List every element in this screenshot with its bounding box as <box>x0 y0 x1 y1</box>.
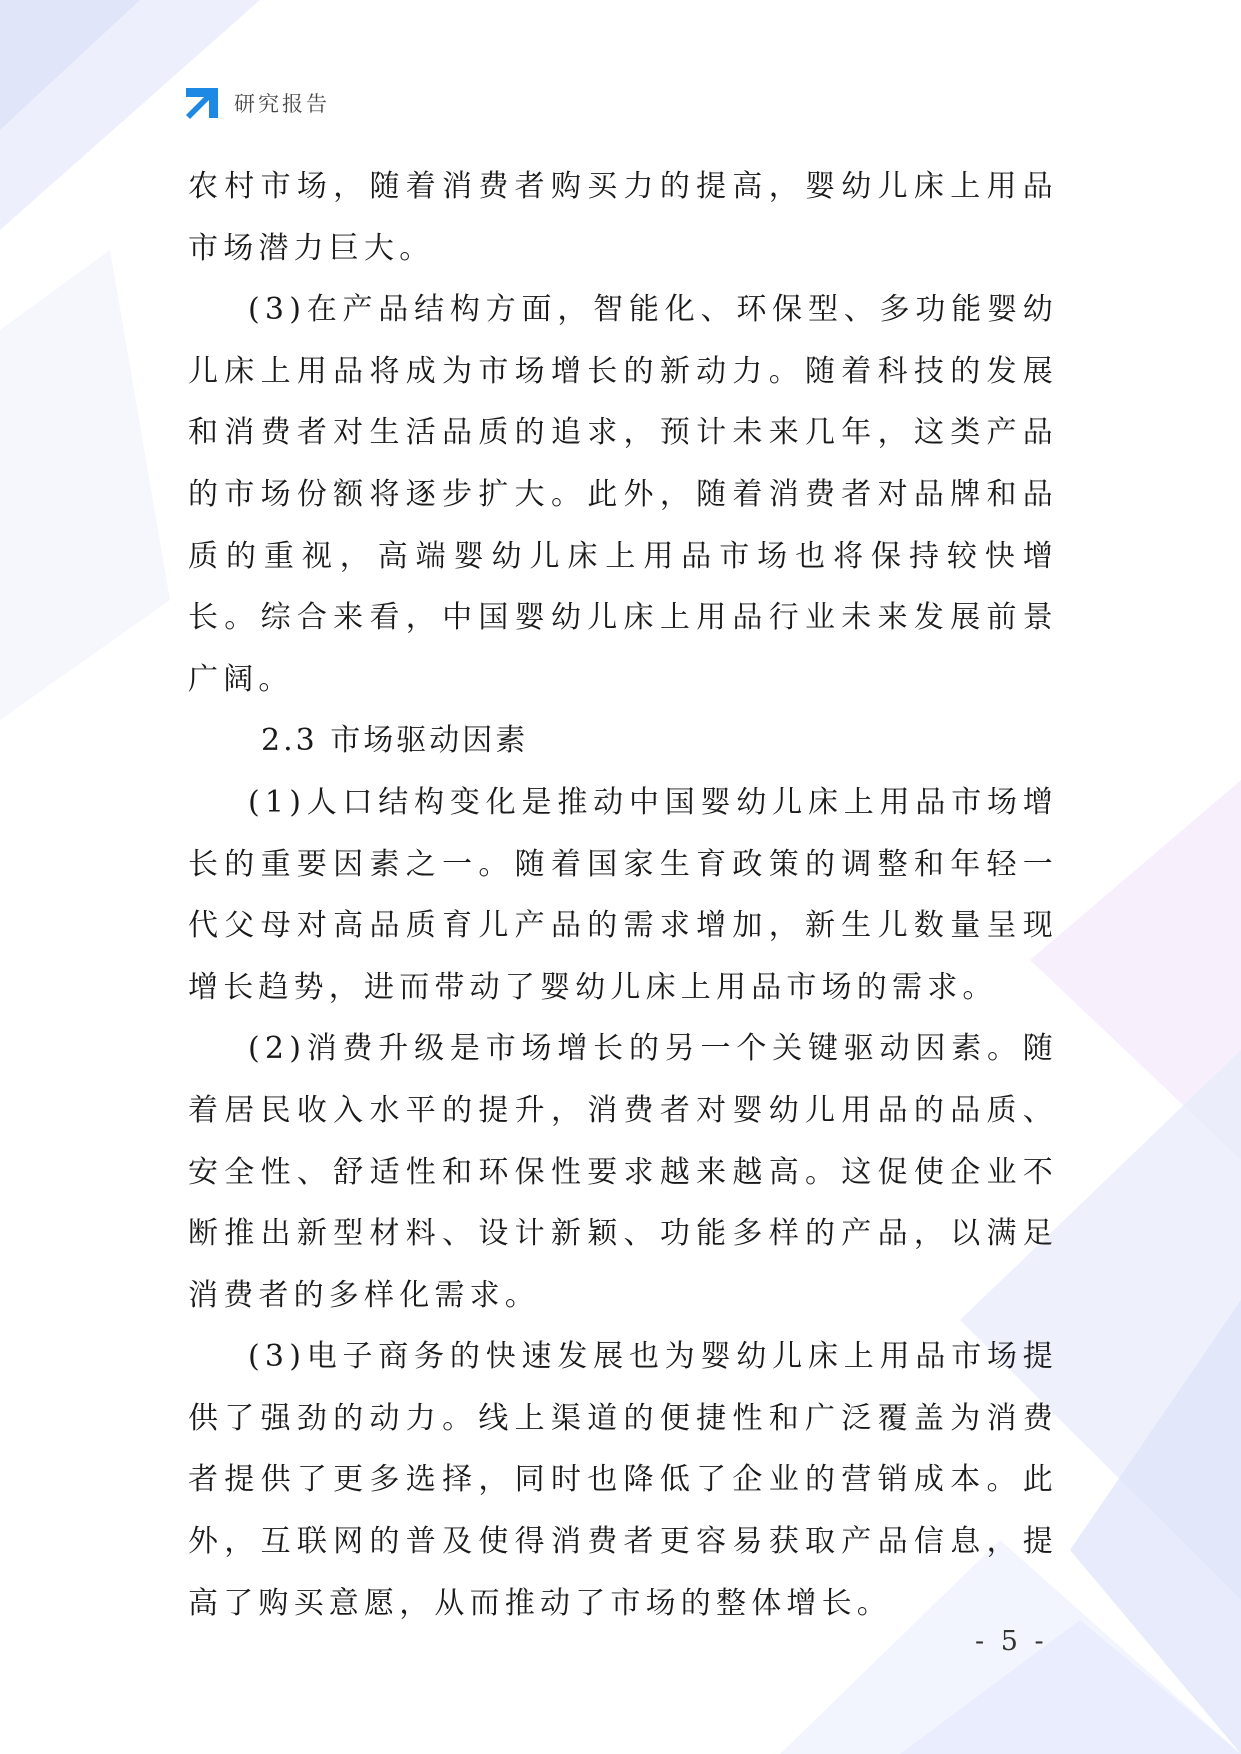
paragraph-population: (1)人口结构变化是推动中国婴幼儿床上用品市场增长的重要因素之一。随着国家生育政策的调整和年轻一代父母对高品质育儿产品的需求增加，新生儿数量呈现增长趋势，进而带动了婴幼儿床上用品市场的需求。 <box>188 784 1058 1005</box>
paragraph-continuation: 农村市场，随着消费者购买力的提高，婴幼儿床上用品市场潜力巨大。 <box>188 169 1058 266</box>
document-body <box>188 156 1058 1634</box>
page-number: - 5 - <box>975 1626 1048 1657</box>
paragraph-ecommerce: (3)电子商务的快速发展也为婴幼儿床上用品市场提供了强劲的动力。线上渠道的便捷性和广泛覆盖为消费者提供了更多选择，同时也降低了企业的营销成本。此外，互联网的普及使得消费者更容易获取产品信息，提高了购买意愿，从而推动了市场的整体增长。 <box>188 1339 1058 1621</box>
arrow-up-right-icon <box>186 86 220 120</box>
paragraph-consumption-upgrade: (2)消费升级是市场增长的另一个关键驱动因素。随着居民收入水平的提升，消费者对婴幼儿用品的品质、安全性、舒适性和环保性要求越来越高。这促使企业不断推出新型材料、设计新颖、功能多样的产品，以满足消费者的多样化需求。 <box>188 1031 1058 1313</box>
section-heading: 2.3 市场驱动因素 <box>261 723 529 759</box>
paragraph-product-structure: (3)在产品结构方面，智能化、环保型、多功能婴幼儿床上用品将成为市场增长的新动力。随着科技的发展和消费者对生活品质的追求，预计未来几年，这类产品的市场份额将逐步扩大。此外，随着消费者对品牌和品质的重视，高端婴幼儿床上用品市场也将保持较快增长。综合来看，中国婴幼儿床上用品行业未来发展前景广阔。 <box>188 292 1058 697</box>
report-header <box>186 86 330 120</box>
header-title: 研究报告 <box>234 92 330 116</box>
